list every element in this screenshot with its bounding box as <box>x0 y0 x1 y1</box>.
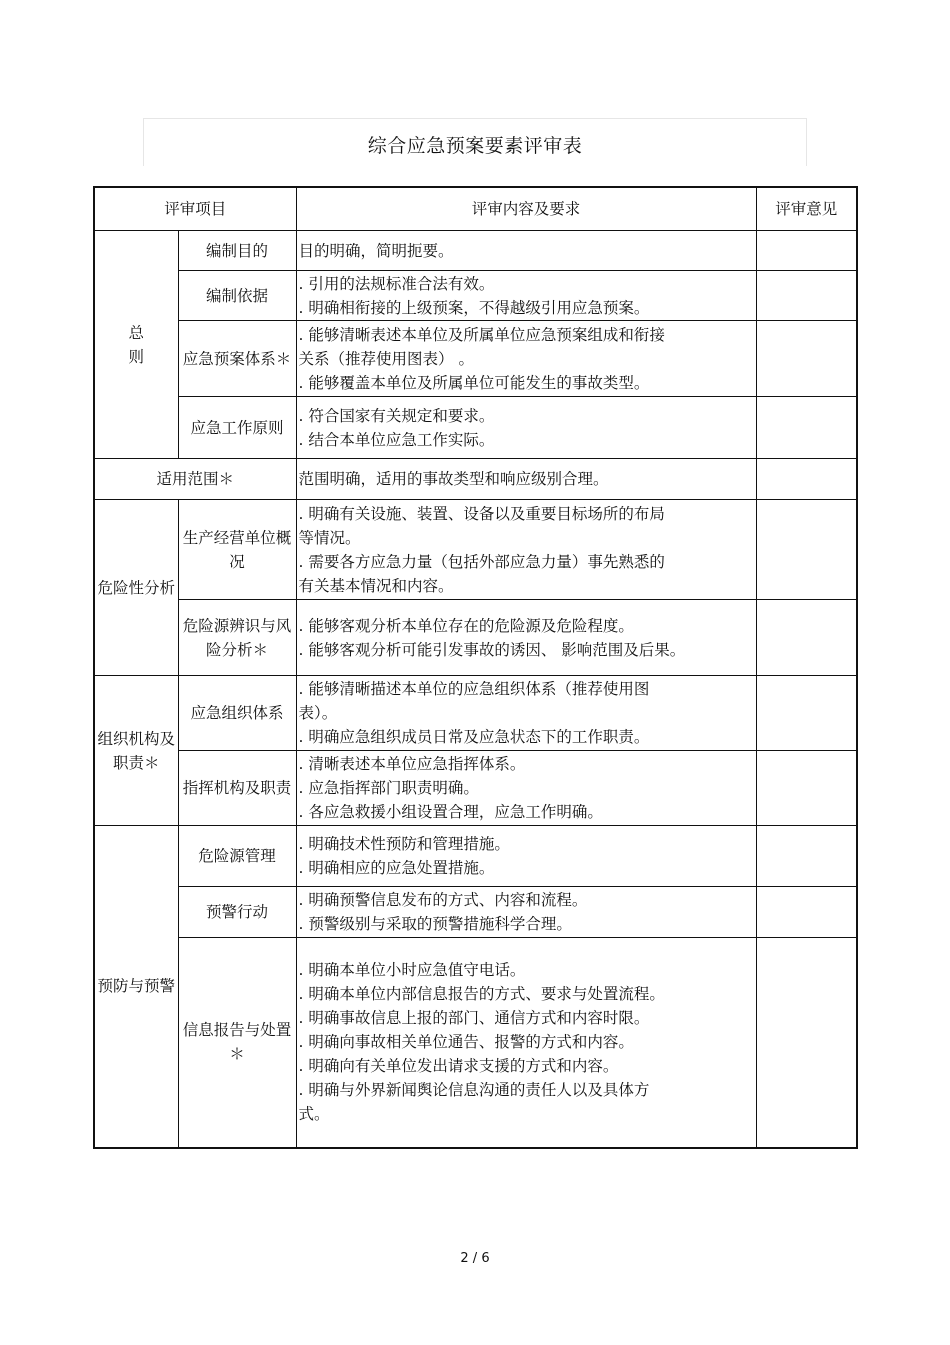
subitem-cell: 应急工作原则 <box>178 397 296 459</box>
requirement-line: . 明确技术性预防和管理措施。 <box>298 835 510 853</box>
requirement-line: . 能够清晰描述本单位的应急组织体系（推荐使用图 <box>298 680 650 698</box>
requirement-cell <box>296 500 756 600</box>
table-row <box>94 938 857 1148</box>
subitem-cell: 编制依据 <box>178 271 296 321</box>
opinion-cell[interactable] <box>756 751 857 826</box>
page-number: 2 / 6 <box>460 1251 490 1266</box>
requirement-line: . 明确预警信息发布的方式、内容和流程。 <box>298 891 588 909</box>
requirement-line: 范围明确，适用的事故类型和响应级别合理。 <box>298 470 609 488</box>
requirement-line: . 结合本单位应急工作实际。 <box>298 430 495 449</box>
subitem-cell: 预警行动 <box>178 887 296 938</box>
requirement-line: . 清晰表述本单位应急指挥体系。 <box>298 755 526 773</box>
table-row <box>94 887 857 938</box>
requirement-cell <box>296 600 756 676</box>
subitem-cell: 指挥机构及职责 <box>178 751 296 826</box>
requirement-line: 有关基本情况和内容。 <box>298 576 454 595</box>
category-general: 总 则 <box>94 231 178 459</box>
header-opinion: 评审意见 <box>756 187 857 231</box>
opinion-cell[interactable] <box>756 321 857 397</box>
opinion-cell[interactable] <box>756 397 857 459</box>
category-hazard: 危险性分析 <box>94 500 178 676</box>
requirement-line: . 各应急救援小组设置合理，应急工作明确。 <box>298 803 603 821</box>
requirement-line: 等情况。 <box>298 528 361 547</box>
category-scope: 适用范围＊ <box>94 459 296 500</box>
requirement-line: . 明确本单位内部信息报告的方式、要求与处置流程。 <box>298 985 665 1004</box>
subitem-cell: 编制目的 <box>178 231 296 271</box>
opinion-cell[interactable] <box>756 826 857 887</box>
table-row <box>94 676 857 751</box>
requirement-cell <box>296 459 756 500</box>
requirement-cell <box>296 938 756 1148</box>
opinion-cell[interactable] <box>756 938 857 1148</box>
requirement-line: . 符合国家有关规定和要求。 <box>298 406 495 425</box>
requirement-line: . 明确相应的应急处置措施。 <box>298 859 495 877</box>
opinion-cell[interactable] <box>756 676 857 751</box>
table-row <box>94 397 857 459</box>
page-title: 综合应急预案要素评审表 <box>367 135 583 157</box>
requirement-line: 式。 <box>298 1105 330 1124</box>
requirement-cell <box>296 826 756 887</box>
category-prevention: 预防与预警 <box>94 826 178 1148</box>
category-organization: 组织机构及职责＊ <box>94 676 178 826</box>
header-content: 评审内容及要求 <box>296 187 756 231</box>
subitem-cell: 危险源辨识与风险分析＊ <box>178 600 296 676</box>
requirement-line: . 能够覆盖本单位及所属单位可能发生的事故类型。 <box>298 373 650 392</box>
table-row <box>94 826 857 887</box>
title-box <box>143 118 807 166</box>
subitem-cell: 信息报告与处置＊ <box>178 938 296 1148</box>
requirement-line: . 明确相衔接的上级预案，不得越级引用应急预案。 <box>298 298 650 317</box>
opinion-cell[interactable] <box>756 500 857 600</box>
table-row <box>94 231 857 271</box>
requirement-cell <box>296 887 756 938</box>
requirement-cell <box>296 231 756 271</box>
requirement-line: . 能够客观分析可能引发事故的诱因、 影响范围及后果。 <box>298 640 686 659</box>
opinion-cell[interactable] <box>756 459 857 500</box>
opinion-cell[interactable] <box>756 271 857 321</box>
requirement-line: . 能够清晰表述本单位及所属单位应急预案组成和衔接 <box>298 325 665 344</box>
opinion-cell[interactable] <box>756 231 857 271</box>
subitem-cell: 生产经营单位概况 <box>178 500 296 600</box>
requirement-line: 目的明确，简明扼要。 <box>298 241 454 260</box>
opinion-cell[interactable] <box>756 887 857 938</box>
requirement-line: . 预警级别与采取的预警措施科学合理。 <box>298 915 572 933</box>
subitem-cell: 应急预案体系＊ <box>178 321 296 397</box>
requirement-line: . 明确与外界新闻舆论信息沟通的责任人以及具体方 <box>298 1081 650 1100</box>
requirement-line: . 明确向有关单位发出请求支援的方式和内容。 <box>298 1057 619 1076</box>
requirement-cell <box>296 271 756 321</box>
requirement-cell <box>296 397 756 459</box>
requirement-line: . 引用的法规标准合法有效。 <box>298 274 495 293</box>
table-row <box>94 500 857 600</box>
table-row <box>94 321 857 397</box>
requirement-cell <box>296 676 756 751</box>
requirement-line: . 明确事故信息上报的部门、通信方式和内容时限。 <box>298 1009 650 1028</box>
requirement-line: 关系（推荐使用图表） 。 <box>298 349 474 368</box>
requirement-line: . 明确向事故相关单位通告、报警的方式和内容。 <box>298 1033 634 1052</box>
requirement-cell <box>296 321 756 397</box>
table-row <box>94 751 857 826</box>
requirement-line: 表）。 <box>298 704 338 722</box>
table-row <box>94 600 857 676</box>
requirement-line: . 明确应急组织成员日常及应急状态下的工作职责。 <box>298 728 650 746</box>
requirement-line: . 明确有关设施、装置、设备以及重要目标场所的布局 <box>298 504 665 523</box>
table-row <box>94 459 857 500</box>
requirement-line: . 应急指挥部门职责明确。 <box>298 779 479 797</box>
review-table <box>93 186 858 1149</box>
requirement-line: . 能够客观分析本单位存在的危险源及危险程度。 <box>298 616 634 635</box>
opinion-cell[interactable] <box>756 600 857 676</box>
requirement-line: . 明确本单位小时应急值守电话。 <box>298 961 526 980</box>
table-row <box>94 271 857 321</box>
header-item: 评审项目 <box>94 187 296 231</box>
header-row <box>94 187 857 231</box>
subitem-cell: 危险源管理 <box>178 826 296 887</box>
requirement-cell <box>296 751 756 826</box>
requirement-line: . 需要各方应急力量（包括外部应急力量）事先熟悉的 <box>298 552 665 571</box>
subitem-cell: 应急组织体系 <box>178 676 296 751</box>
